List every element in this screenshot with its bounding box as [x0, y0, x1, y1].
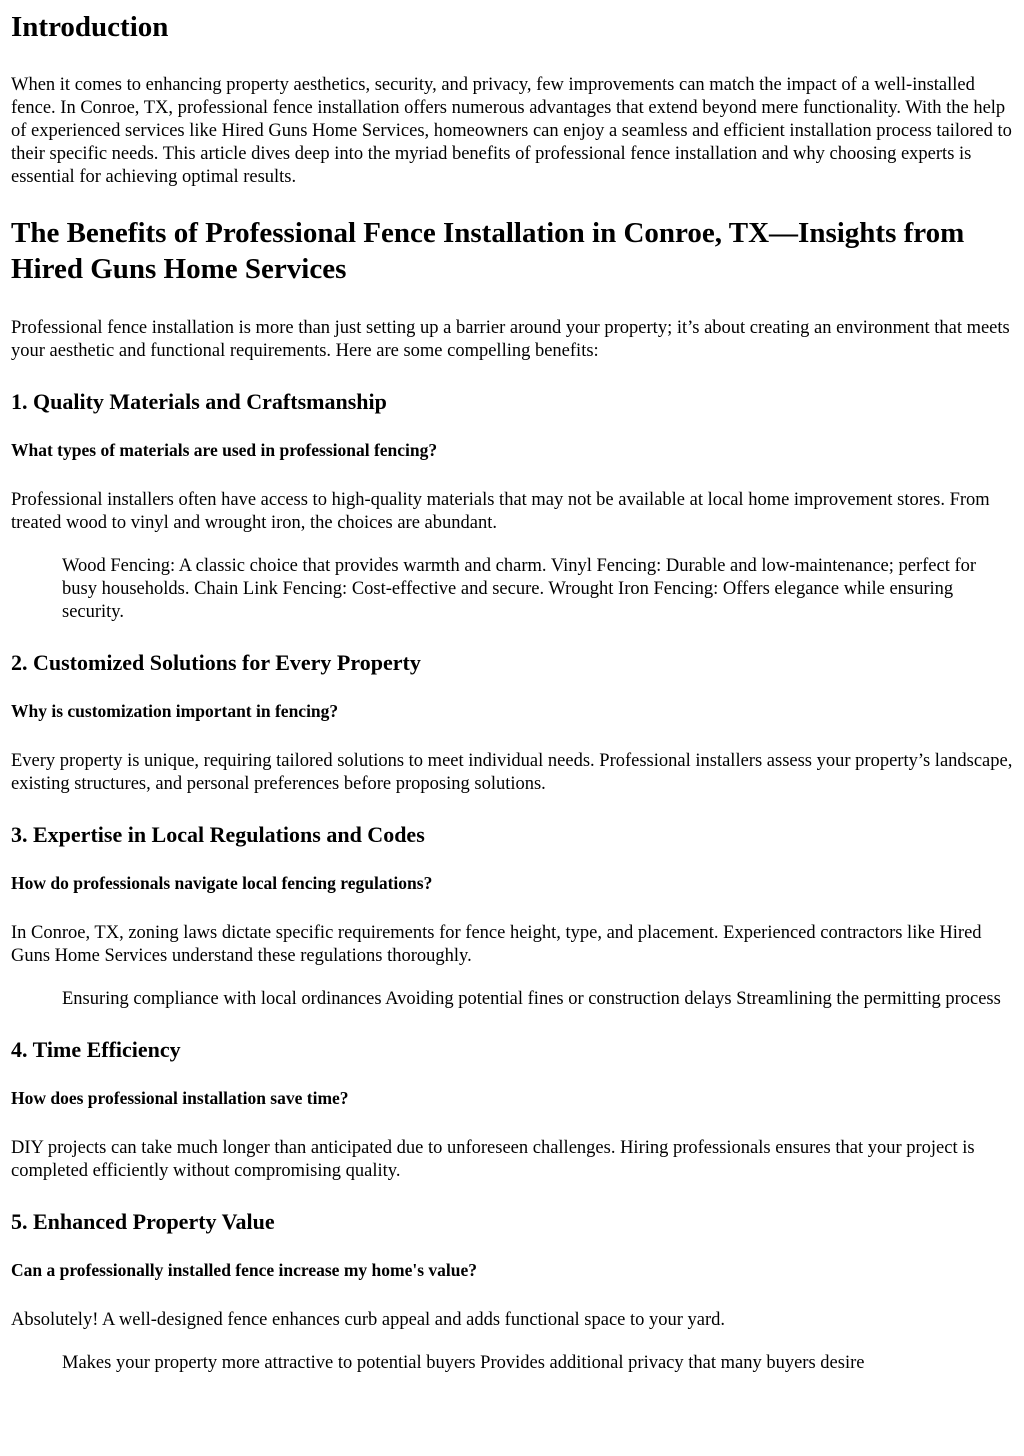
section-3-question: How do professionals navigate local fencing regulations?	[11, 873, 433, 893]
section-1-question: What types of materials are used in professional fencing?	[11, 440, 438, 460]
article	[0, 10, 1024, 1375]
section-5-heading: 5. Enhanced Property Value	[11, 1209, 275, 1234]
intro-heading: Introduction	[11, 11, 169, 43]
section-4-paragraph: DIY projects can take much longer than anticipated due to unforeseen challenges. Hiring professionals ensures that your project is completed efficiently without compromising quality.	[11, 1138, 975, 1181]
section-1-paragraph: Professional installers often have access to high-quality materials that may not be available at local home improvement stores. From treated wood to vinyl and wrought iron, the choices are abundant.	[11, 490, 990, 533]
section-5-paragraph: Absolutely! A well-designed fence enhances curb appeal and adds functional space to your yard.	[11, 1310, 726, 1330]
section-5-question: Can a professionally installed fence increase my home's value?	[11, 1260, 478, 1280]
section-4-question: How does professional installation save time?	[11, 1088, 349, 1108]
section-5-quote: Makes your property more attractive to potential buyers Provides additional privacy that many buyers desire	[62, 1353, 865, 1373]
section-2-question: Why is customization important in fencing?	[11, 701, 339, 721]
section-1-quote: Wood Fencing: A classic choice that provides warmth and charm. Vinyl Fencing: Durable and low-maintenance; perfect for busy households. Chain Link Fencing: Cost-effective and secure. Wrought Iron Fencing: Offers elegance while ensuring security.	[62, 556, 977, 622]
section-2-paragraph: Every property is unique, requiring tailored solutions to meet individual needs. Professional installers assess your property’s landscape, existing structures, and personal preferences before proposing solutions.	[11, 751, 1013, 794]
section-3-heading: 3. Expertise in Local Regulations and Codes	[11, 822, 425, 847]
benefits-paragraph: Professional fence installation is more than just setting up a barrier around your property; it’s about creating an environment that meets your aesthetic and functional requirements. Here are some compelling benefits:	[11, 318, 1010, 361]
section-1-heading: 1. Quality Materials and Craftsmanship	[11, 389, 387, 414]
section-4-heading: 4. Time Efficiency	[11, 1037, 181, 1062]
intro-paragraph: When it comes to enhancing property aesthetics, security, and privacy, few improvements can match the impact of a well-installed fence. In Conroe, TX, professional fence installation offers numerous advantages that extend beyond mere functionality. With the help of experienced services like Hired Guns Home Services, homeowners can enjoy a seamless and efficient installation process tailored to their specific needs. This article dives deep into the myriad benefits of professional fence installation and why choosing experts is essential for achieving optimal results.	[11, 75, 1012, 187]
section-3-paragraph: In Conroe, TX, zoning laws dictate specific requirements for fence height, type, and placement. Experienced contractors like Hired Guns Home Services understand these regulations thoroughly.	[11, 923, 982, 966]
section-3-quote: Ensuring compliance with local ordinances Avoiding potential fines or construction delays Streamlining the permitting process	[62, 989, 1001, 1009]
section-2-heading: 2. Customized Solutions for Every Property	[11, 650, 421, 675]
benefits-heading: The Benefits of Professional Fence Installation in Conroe, TX—Insights from Hired Guns Home Services	[11, 217, 965, 285]
